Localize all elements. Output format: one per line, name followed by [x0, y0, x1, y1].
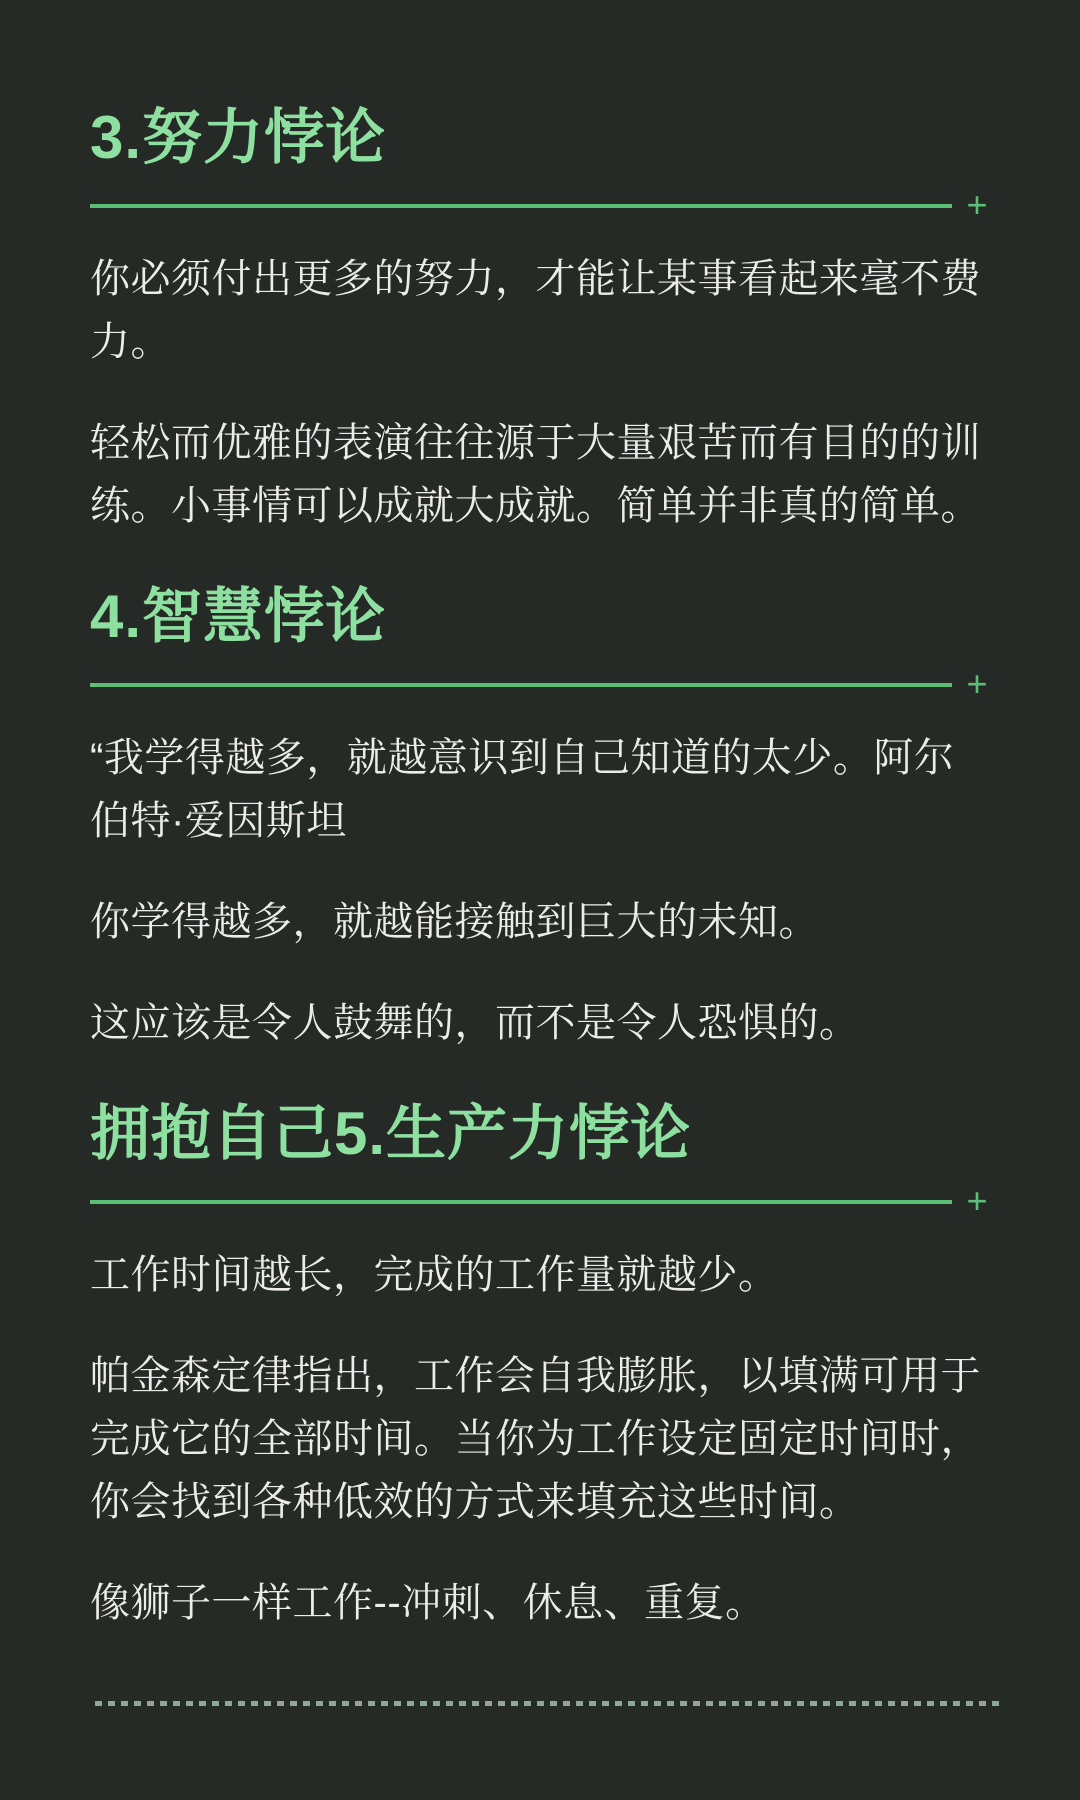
- plus-icon: +: [966, 184, 988, 225]
- paragraph: 这应该是令人鼓舞的，而不是令人恐惧的。: [90, 1001, 860, 1045]
- divider-line: [90, 683, 952, 687]
- section-wisdom-paradox: [90, 582, 990, 1055]
- section-heading: 4.智慧悖论: [90, 583, 387, 650]
- section-heading: 拥抱自己5.生产力悖论: [90, 1100, 692, 1167]
- paragraph: “我学得越多，就越意识到自己知道的太少。阿尔伯特·爱因斯坦: [90, 736, 955, 843]
- paragraph: 你学得越多，就越能接触到巨大的未知。: [90, 900, 819, 944]
- paragraph: 帕金森定律指出，工作会自我膨胀，以填满可用于完成它的全部时间。当你为工作设定固定时间时，你会找到各种低效的方式来填充这些时间。: [90, 1354, 981, 1524]
- section-productivity-paradox: [90, 1099, 990, 1635]
- footer-dashed-divider: [95, 1701, 1002, 1706]
- section-divider: [90, 663, 990, 704]
- plus-icon: +: [966, 663, 988, 704]
- section-heading: 3.努力悖论: [90, 104, 387, 171]
- paragraph: 工作时间越长，完成的工作量就越少。: [90, 1253, 779, 1297]
- paragraph: 像狮子一样工作--冲刺、休息、重复。: [90, 1581, 766, 1625]
- divider-line: [90, 204, 952, 208]
- paragraph: 你必须付出更多的努力，才能让某事看起来毫不费力。: [90, 257, 981, 364]
- section-effort-paradox: [90, 103, 990, 538]
- divider-line: [90, 1200, 952, 1204]
- plus-icon: +: [966, 1180, 988, 1221]
- section-divider: [90, 184, 990, 225]
- paragraph: 轻松而优雅的表演往往源于大量艰苦而有目的的训练。小事情可以成就大成就。简单并非真的简单。: [90, 421, 981, 528]
- section-divider: [90, 1180, 990, 1221]
